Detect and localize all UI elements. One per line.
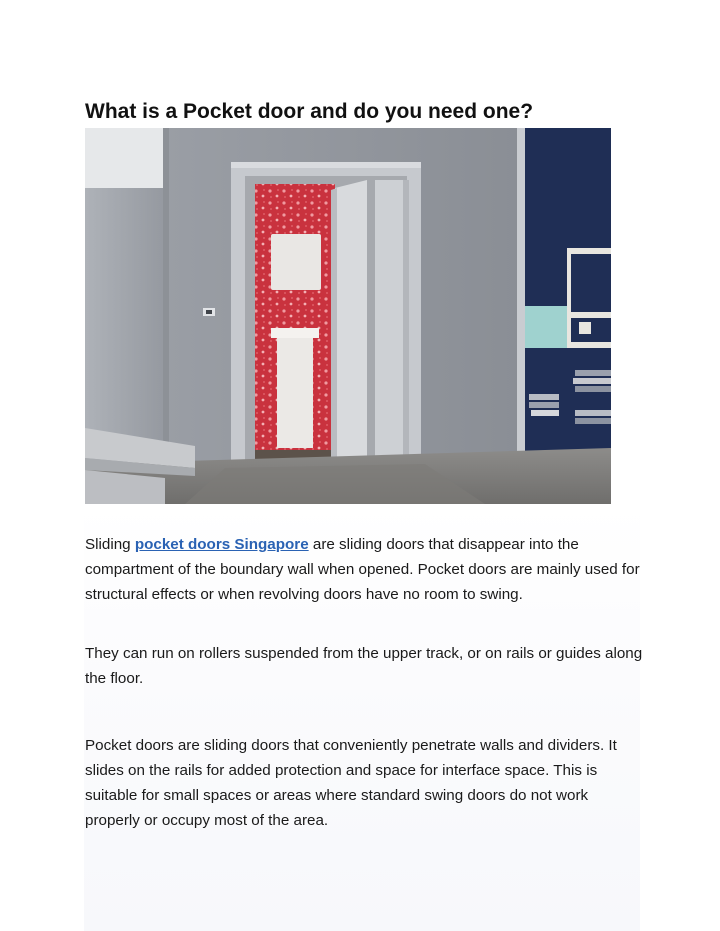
- pocket-door-photo: [85, 128, 611, 504]
- paragraph-rollers: They can run on rollers suspended from the upper track, or on rails or guides along the floor.: [85, 645, 643, 688]
- intro-text-before: Sliding: [85, 536, 135, 554]
- pocket-doors-singapore-link[interactable]: pocket doors Singapore: [134, 536, 309, 554]
- page-title: What is a Pocket door and do you need one?: [85, 100, 534, 124]
- intro-text-after: are sliding doors that disappear into the compartment of the boundary wall when opened. Pocket doors are mainly used for structural effects or when revolving doors have no room to swing.: [85, 536, 640, 604]
- paragraph-benefits: Pocket doors are sliding doors that conveniently penetrate walls and dividers. It slides on the rails for added protection and space for interface space. This is suitable for small spaces or areas where standard swing doors do not work properly or occupy most of the area.: [85, 737, 617, 830]
- paragraph-intro: [85, 532, 645, 607]
